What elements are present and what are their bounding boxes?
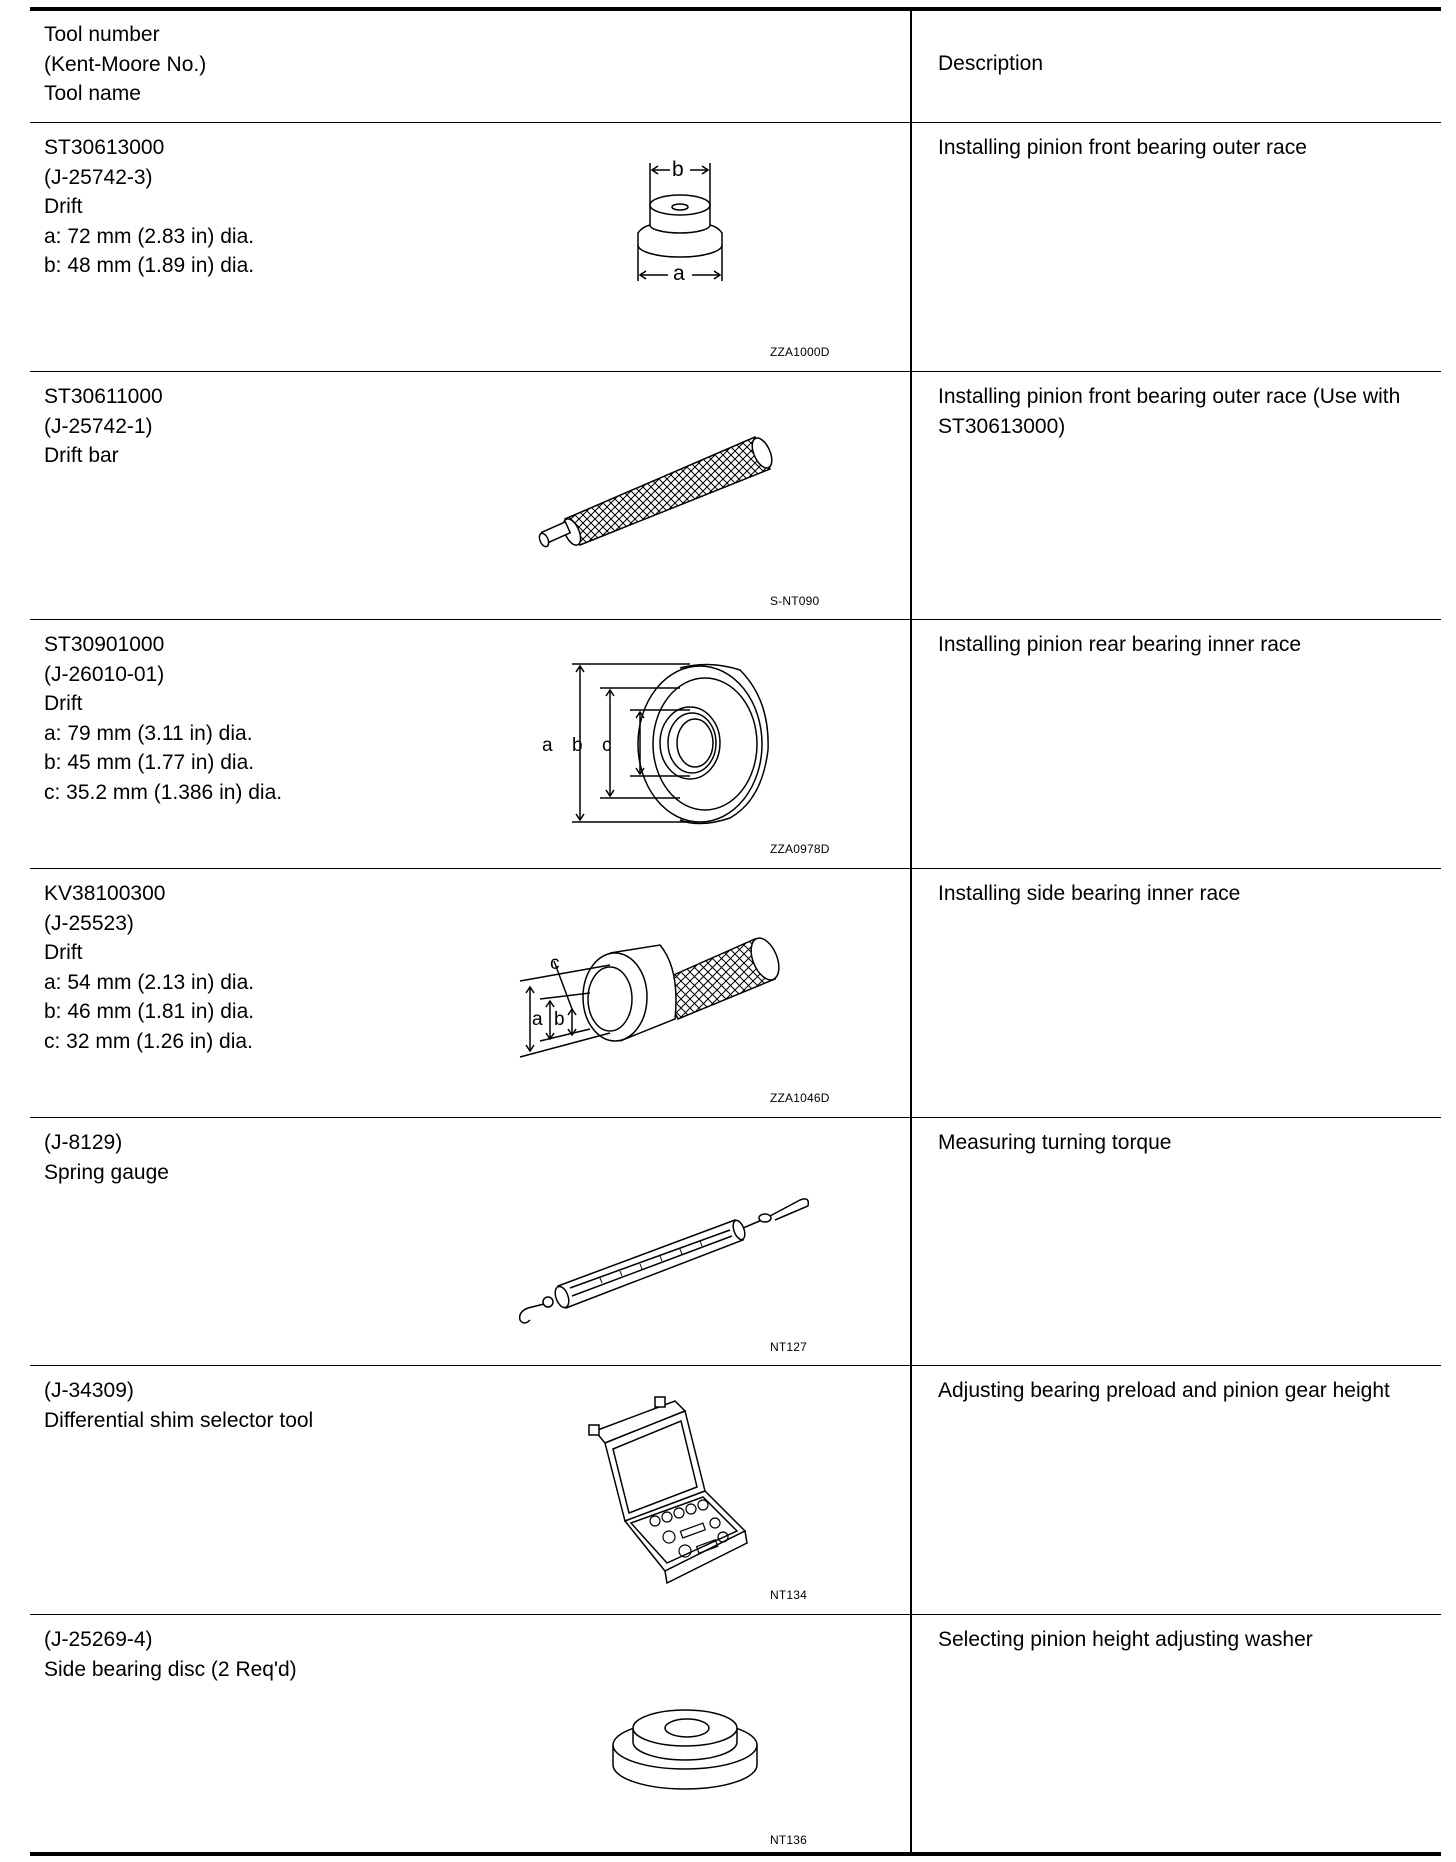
dimension-label-c: c [602,735,612,756]
tool-description: Selecting pinion height adjusting washer [938,1628,1313,1651]
figure-code: NT134 [770,1588,808,1602]
spring-gauge-icon [500,1168,820,1338]
dimension-label-a: a [542,735,553,756]
header-description-column: Description [938,52,1044,75]
table-header-row [30,7,1441,123]
tool-description: Installing pinion front bearing outer race [938,136,1307,159]
tool-description: Adjusting bearing preload and pinion gear height [938,1379,1390,1402]
table-row [30,869,1441,1118]
tool-description: Measuring turning torque [938,1131,1172,1154]
drift-ring-icon [530,660,790,830]
drift-icon [620,153,770,293]
tool-info: KV38100300 (J-25523) Drift a: 54 mm (2.13 in) dia. b: 46 mm (1.81 in) dia. c: 32 mm (1.26 in) dia. [44,882,255,1053]
figure-code: NT136 [770,1833,808,1847]
tool-info: (J-8129) Spring gauge [44,1131,169,1184]
tool-info: (J-34309) Differential shim selector tool [44,1379,314,1432]
dimension-label-b: b [672,158,684,181]
dimension-label-a: a [673,262,685,285]
table-row [30,1366,1441,1615]
figure-code: ZZA1046D [770,1091,830,1105]
header-tool-column: Tool number (Kent-Moore No.) Tool name [44,23,207,105]
drift-bar-icon [535,427,795,557]
tool-info: ST30611000 (J-25742-1) Drift bar [44,385,163,467]
tool-case-icon [575,1391,775,1591]
drift-handle-icon [510,909,800,1079]
table-row [30,1118,1441,1366]
table-row [30,620,1441,869]
table-row [30,123,1441,372]
tool-description: Installing pinion rear bearing inner race [938,633,1302,656]
bearing-disc-icon [605,1690,765,1800]
table-row [30,1615,1441,1853]
tool-info: ST30613000 (J-25742-3) Drift a: 72 mm (2.83 in) dia. b: 48 mm (1.89 in) dia. [44,136,255,277]
table-row [30,372,1441,620]
special-service-tools-table [30,7,1441,1856]
tool-info: (J-25269-4) Side bearing disc (2 Req'd) [44,1628,297,1681]
figure-code: ZZA0978D [770,842,830,856]
dimension-label-b: b [572,735,583,756]
figure-code: S-NT090 [770,594,820,608]
dimension-label-c: c [550,953,560,974]
tool-description: Installing pinion front bearing outer race (Use with ST30613000) [938,385,1401,438]
tool-info: ST30901000 (J-26010-01) Drift a: 79 mm (3.11 in) dia. b: 45 mm (1.77 in) dia. c: 35.2 mm (1.386 in) dia. [44,633,283,804]
dimension-label-b: b [554,1009,565,1030]
tool-description: Installing side bearing inner race [938,882,1241,905]
table-bottom-border [30,1852,1441,1856]
figure-code: NT127 [770,1340,808,1354]
dimension-label-a: a [532,1009,543,1030]
figure-code: ZZA1000D [770,345,830,359]
